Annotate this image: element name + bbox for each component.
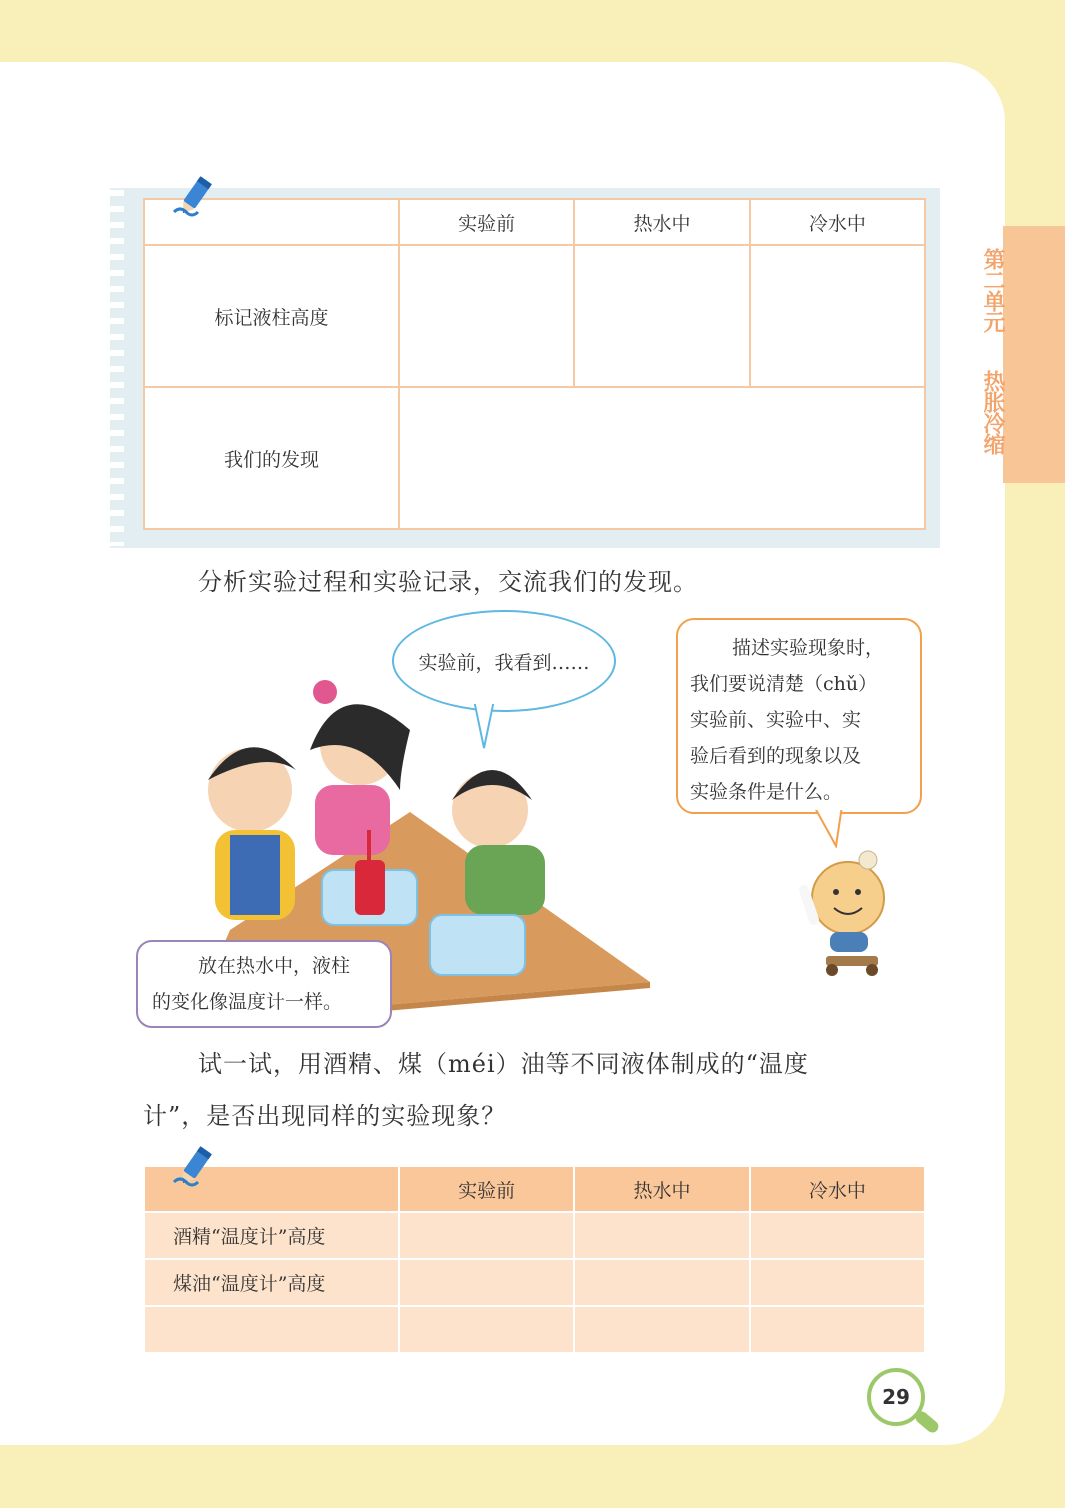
table1-cell[interactable] [399, 245, 574, 387]
table1-header-cold: 冷水中 [750, 199, 925, 245]
unit-side-tab [980, 226, 1065, 483]
table2-header-hot: 热水中 [574, 1166, 749, 1212]
page-number: 29 [867, 1368, 925, 1426]
speech-line: 放在热水中，液柱 [198, 955, 351, 977]
table1-cell[interactable] [750, 245, 925, 387]
table1-row-label-height: 标记液柱高度 [144, 245, 399, 387]
table1-findings-cell[interactable] [399, 387, 925, 529]
try-paragraph-line1: 试一试，用酒精、煤（méi）油等不同液体制成的“温度 [198, 1050, 809, 1078]
pencil-icon [170, 1146, 222, 1194]
speech-line: 的变化像温度计一样。 [152, 991, 343, 1013]
mascot-illustration [790, 850, 900, 980]
record-table-1 [143, 198, 926, 530]
speech-line: 验后看到的现象以及 [690, 745, 862, 767]
table2-cell[interactable] [399, 1259, 574, 1306]
record-table-2 [143, 1165, 926, 1354]
try-paragraph-line2: 计”，是否出现同样的实验现象？ [143, 1102, 507, 1130]
bubble-tail-top [470, 700, 500, 750]
table2-header-before: 实验前 [399, 1166, 574, 1212]
table2-cell[interactable] [399, 1212, 574, 1259]
table2-cell[interactable] [750, 1306, 925, 1353]
bubble-tail-right [812, 806, 844, 848]
table2-cell[interactable] [574, 1212, 749, 1259]
table2-row-label-kerosene: 煤油“温度计”高度 [144, 1259, 399, 1306]
table2-row-label-alcohol: 酒精“温度计”高度 [144, 1212, 399, 1259]
table1-row-label-findings: 我们的发现 [144, 387, 399, 529]
table1-header-hot: 热水中 [574, 199, 749, 245]
speech-line: 我们要说清楚（chǔ） [690, 673, 878, 695]
speech-line: 实验条件是什么。 [690, 781, 843, 803]
pencil-icon [170, 176, 222, 224]
speech-bubble-right [676, 618, 922, 814]
table2-cell[interactable] [574, 1306, 749, 1353]
table2-cell[interactable] [750, 1259, 925, 1306]
topic-label: 热胀冷缩 [980, 370, 1005, 454]
notebook-rings [110, 190, 124, 546]
speech-bubble-top [392, 610, 616, 712]
speech-line: 描述实验现象时， [732, 637, 885, 659]
analysis-paragraph: 分析实验过程和实验记录，交流我们的发现。 [198, 568, 698, 596]
table2-row-label-empty [144, 1306, 399, 1353]
table2-header-cold: 冷水中 [750, 1166, 925, 1212]
table1-header-before: 实验前 [399, 199, 574, 245]
speech-bubble-left [136, 940, 392, 1028]
speech-line: 实验前、实验中、实 [690, 709, 862, 731]
table2-cell[interactable] [574, 1259, 749, 1306]
table1-cell[interactable] [574, 245, 749, 387]
unit-label: 第二单元 [980, 248, 1005, 332]
table2-cell[interactable] [750, 1212, 925, 1259]
table2-cell[interactable] [399, 1306, 574, 1353]
speech-text-top: 实验前，我看到…… [418, 651, 590, 674]
